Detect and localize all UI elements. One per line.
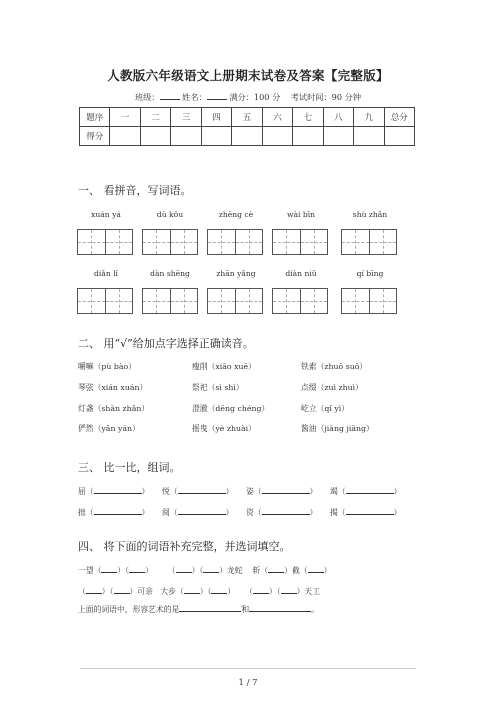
score-cell: 得分 [80,127,110,146]
idiom-blank[interactable] [203,564,219,573]
score-cell: 总分 [384,108,414,127]
pinyin-label: shù zhǎn [352,210,388,219]
idiom-text: ）（ [199,587,212,596]
score-cell: 八 [323,108,353,127]
idiom-text: ） [227,587,236,596]
score-input-cell[interactable] [354,127,384,146]
pinyin-label: dàn shēng [150,269,190,278]
score-input-cell[interactable] [262,127,292,146]
score-cell: 六 [262,108,292,127]
writing-grid[interactable] [207,229,263,255]
full-marks: 满分：100 分 [229,92,281,102]
score-input-cell[interactable] [140,127,170,146]
class-label: 班级： [134,92,160,102]
idiom-text: 大步（ [160,587,184,596]
idiom-blank[interactable] [176,564,192,573]
writing-grid[interactable] [142,288,198,314]
name-label: 姓名： [182,92,207,102]
idiom-line-2 [78,585,320,597]
answer-blank[interactable] [178,506,226,515]
idiom-blank[interactable] [253,585,269,594]
score-input-cell[interactable] [323,127,353,146]
idiom-blank[interactable] [86,585,102,594]
score-cell: 五 [232,108,262,127]
pinyin-label: zhān yǎng [216,269,256,278]
class-blank [160,91,180,100]
compare-item: 屈（ ） [78,487,150,496]
document-title: 人教版六年级语文上册期末试卷及答案【完整版】 [107,68,389,83]
writing-grid[interactable] [207,288,263,314]
idiom-line-3 [78,603,319,615]
reading-option[interactable]: 点缀（zuì zhuì） [301,383,363,392]
score-table-header-row [80,108,415,127]
reading-option[interactable]: 铁索（zhuō suō） [301,362,368,371]
compare-char: 屈 [78,487,86,496]
idiom-blank[interactable] [179,603,241,612]
pinyin-label: dù kǒu [156,210,184,219]
score-input-cell[interactable] [201,127,231,146]
score-cell: 三 [171,108,201,127]
answer-blank[interactable] [262,506,310,515]
idiom-blank[interactable] [101,564,117,573]
compare-char: 阅 [162,508,170,517]
writing-grid[interactable] [77,229,133,255]
reading-option[interactable]: 瘦削（xiāo xuē） [192,362,256,371]
idiom-blank[interactable] [114,585,130,594]
pinyin-label: zhēng cè [218,210,254,219]
score-cell: 一 [110,108,140,127]
idiom-text: ）（ [268,587,281,596]
section-4-heading: 四、 将下面的词语补充完整，并选词填空。 [78,540,291,553]
idiom-text: ）截（ [284,566,308,575]
compare-char: 竭 [330,487,338,496]
idiom-text: ）天工 [296,587,321,596]
answer-blank[interactable] [346,506,394,515]
score-cell: 四 [201,108,231,127]
idiom-text: 。 [311,605,319,614]
reading-option[interactable]: 祭祀（sì shì） [192,383,244,392]
idiom-text: （ [245,587,253,596]
idiom-text: （ [167,566,176,575]
idiom-blank[interactable] [249,603,311,612]
reading-option[interactable]: 嚼嘛（pù bào） [78,362,137,371]
section-3-heading: 三、 比一比，组词。 [78,461,181,474]
exam-meta [0,91,496,103]
score-input-cell[interactable] [232,127,262,146]
pinyin-label: xuán yá [91,210,121,219]
reading-option[interactable]: 摇曳（yè zhuài） [192,424,256,433]
score-table [79,107,415,146]
idiom-text: ）可亲 [129,587,153,596]
pinyin-label: diǎn lǐ [94,269,118,278]
compare-char: 资 [246,508,254,517]
pinyin-label: diàn niǔ [285,269,317,278]
idiom-text: ） [145,566,153,575]
idiom-text: ）（ [101,587,114,596]
idiom-blank[interactable] [268,564,284,573]
section-2-heading: 二、 用“√”给加点字选择正确读音。 [78,337,254,350]
score-cell: 七 [293,108,323,127]
score-input-cell[interactable] [171,127,201,146]
pinyin-label: wài bīn [286,210,316,219]
idiom-blank[interactable] [184,585,200,594]
compare-char: 姿 [246,487,254,496]
compare-char: 拙 [78,508,86,517]
compare-item: 阅（ ） [162,508,234,517]
writing-grid[interactable] [272,288,328,314]
score-input-cell[interactable] [293,127,323,146]
compare-item: 悦（ ） [162,487,234,496]
idiom-line-1 [78,564,331,576]
reading-option[interactable]: 酱油（jiàng jiāng） [301,424,374,433]
idiom-text: ）（ [117,566,130,575]
compare-char: 悦 [162,487,170,496]
compare-item: 拙（ ） [78,508,150,517]
reading-option[interactable]: 澄澈（dēng chéng） [192,404,270,413]
writing-grid[interactable] [142,229,198,255]
writing-grid[interactable] [272,229,328,255]
answer-blank[interactable] [262,485,310,494]
exam-time: 考试时间：90 分钟 [290,92,362,102]
page-number: 1 / 7 [238,678,258,688]
answer-blank[interactable] [94,485,142,494]
compare-item: 竭（ ） [330,487,402,496]
compare-char: 揭 [330,508,338,517]
score-table-score-row [80,127,415,146]
score-cell: 题序 [80,108,110,127]
footer-divider [80,668,416,669]
score-input-cell[interactable] [110,127,140,146]
idiom-blank[interactable] [281,585,297,594]
idiom-text: ）龙蛇 [219,566,243,575]
score-cell: 二 [140,108,170,127]
idiom-text: ） [323,566,332,575]
idiom-blank[interactable] [308,564,324,573]
writing-grid[interactable] [341,288,397,314]
name-blank [207,91,227,100]
idiom-text: 一望（ [78,566,102,575]
reading-option[interactable]: 屹立（qǐ yì） [301,404,350,413]
answer-blank[interactable] [178,485,226,494]
idiom-text: 和 [241,605,250,614]
pinyin-label: qí bīng [356,269,384,278]
idiom-text: 上面的词语中，形容艺术的是 [78,605,180,614]
compare-item: 姿（ ） [246,487,318,496]
answer-blank[interactable] [94,506,142,515]
idiom-blank[interactable] [211,585,227,594]
idiom-text: ）（ [191,566,204,575]
writing-grid[interactable] [77,288,133,314]
idiom-text: （ [78,587,86,596]
compare-item: 揭（ ） [330,508,402,517]
answer-blank[interactable] [346,485,394,494]
reading-option[interactable]: 灯盏（shàn zhǎn） [78,404,150,413]
score-input-cell[interactable] [384,127,414,146]
compare-item: 资（ ） [246,508,318,517]
reading-option[interactable]: 俨然（yǎn yán） [78,424,140,433]
writing-grid[interactable] [341,229,397,255]
idiom-text: 斩（ [252,566,269,575]
section-1-heading: 一、 看拼音，写词语。 [78,184,192,197]
score-cell: 九 [354,108,384,127]
idiom-blank[interactable] [129,564,145,573]
reading-option[interactable]: 琴弦（xián xuán） [78,383,148,392]
